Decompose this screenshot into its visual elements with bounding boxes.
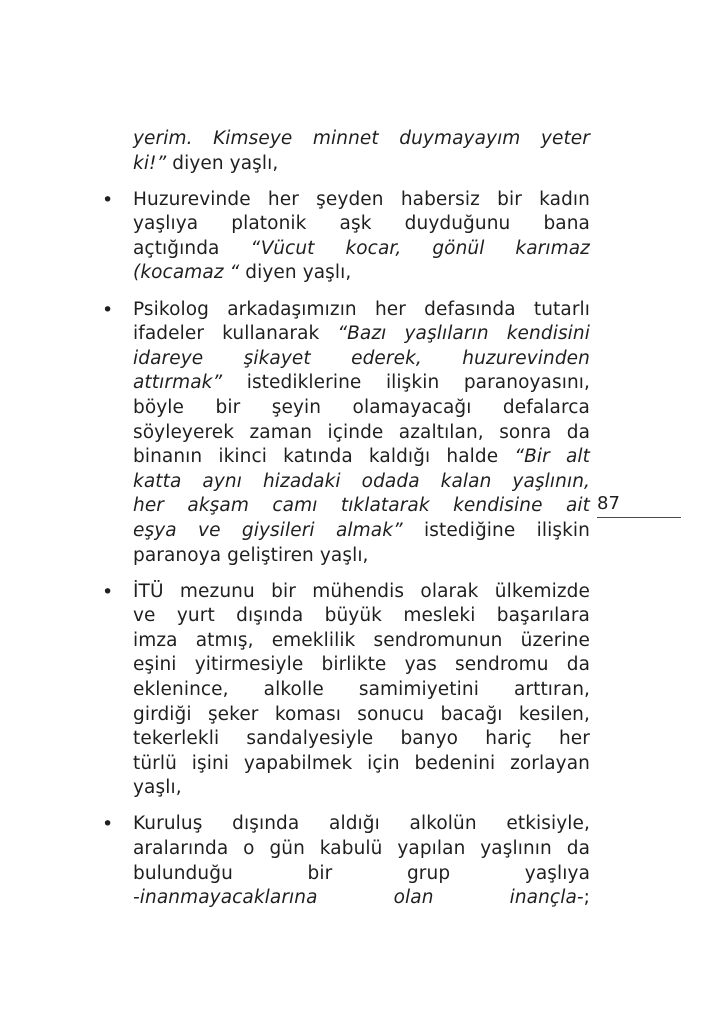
- text-segment: eşini yitirmesiyle birlikte yas sendromu da: [133, 654, 590, 676]
- text-segment: Psikolog arkadaşımızın her defasında tutarlı: [133, 298, 590, 320]
- text-segment: ve yurt dışında büyük mesleki başarılara: [133, 605, 590, 627]
- text-line: [133, 519, 590, 544]
- text-line: [133, 347, 590, 372]
- text-segment: tekerlekli sandalyesiyle banyo hariç her: [133, 728, 590, 750]
- bullet-marker: •: [102, 188, 114, 211]
- italic-text-segment: idareye şikayet ederek, huzurevinden: [133, 347, 590, 369]
- text-segment: açtığında: [133, 237, 251, 259]
- text-line: [133, 396, 590, 421]
- text-segment: istediklerine ilişkin paranoyasını,: [222, 372, 590, 394]
- text-line: [133, 152, 590, 177]
- text-line: [133, 886, 590, 911]
- bullet-paragraph: [102, 580, 590, 801]
- text-block: [102, 127, 590, 911]
- bullet-marker: •: [102, 813, 114, 836]
- text-line: [133, 629, 590, 654]
- text-segment: ;: [583, 887, 590, 909]
- text-line: [133, 752, 590, 777]
- text-segment: girdiği şeker koması sonucu bacağı kesilen,: [133, 703, 590, 725]
- text-segment: paranoya geliştiren yaşlı,: [133, 544, 369, 566]
- text-segment: Huzurevinde her şeyden habersiz bir kadın: [133, 188, 590, 210]
- continuation-paragraph: [133, 127, 590, 176]
- text-segment: bulunduğu bir grup yaşlıya: [133, 862, 590, 884]
- italic-text-segment: ki!”: [133, 152, 167, 174]
- text-segment: yaşlı,: [133, 777, 182, 799]
- text-segment: böyle bir şeyin olamayacağı defalarca: [133, 396, 590, 418]
- text-line: [133, 812, 590, 837]
- text-segment: yaşlıya platonik aşk duyduğunu bana: [133, 213, 590, 235]
- text-line: [133, 837, 590, 862]
- italic-text-segment: -inanmayacaklarına olan inançla-: [133, 887, 584, 909]
- text-line: [133, 445, 590, 470]
- bullet-marker: •: [102, 298, 114, 321]
- text-line: [133, 678, 590, 703]
- italic-text-segment: attırmak”: [133, 372, 223, 394]
- text-line: [133, 862, 590, 887]
- text-segment: Kuruluş dışında aldığı alkolün etkisiyle,: [133, 813, 590, 835]
- text-line: [133, 261, 590, 286]
- text-line: [133, 544, 590, 569]
- text-line: [133, 727, 590, 752]
- text-line: [133, 703, 590, 728]
- text-line: [133, 127, 590, 152]
- text-line: [133, 776, 590, 801]
- text-line: [133, 237, 590, 262]
- bullet-paragraph: [102, 298, 590, 569]
- text-line: [133, 421, 590, 446]
- text-segment: aralarında o gün kabulü yapılan yaşlının da: [133, 838, 590, 860]
- text-segment: imza atmış, emeklilik sendromunun üzerine: [133, 629, 590, 651]
- italic-text-segment: (kocamaz “: [133, 262, 240, 284]
- text-line: [133, 212, 590, 237]
- italic-text-segment: katta aynı hizadaki odada kalan yaşlının,: [133, 470, 590, 492]
- text-line: [133, 298, 590, 323]
- italic-text-segment: “Bir alt: [514, 446, 590, 468]
- text-line: [133, 470, 590, 495]
- italic-text-segment: “Vücut kocar, gönül karımaz: [250, 237, 590, 259]
- text-segment: diyen yaşlı,: [239, 262, 352, 284]
- text-line: [133, 188, 590, 213]
- italic-text-segment: her akşam camı tıklatarak kendisine ait: [133, 495, 590, 517]
- text-segment: binanın ikinci katında kaldığı halde: [133, 446, 515, 468]
- text-line: [133, 322, 590, 347]
- italic-text-segment: eşya ve giysileri almak”: [133, 519, 403, 541]
- bullet-paragraph: [102, 812, 590, 910]
- italic-text-segment: “Bazı yaşlıların kendisini: [337, 323, 590, 345]
- text-segment: ifadeler kullanarak: [133, 323, 338, 345]
- page-number: 87: [597, 493, 620, 514]
- text-line: [133, 580, 590, 605]
- text-segment: söyleyerek zaman içinde azaltılan, sonra da: [133, 421, 590, 443]
- text-segment: eklenince, alkolle samimiyetini arttıran,: [133, 678, 590, 700]
- text-segment: türlü işini yapabilmek için bedenini zorlayan: [133, 752, 590, 774]
- italic-text-segment: yerim. Kimseye minnet duymayayım yeter: [133, 128, 590, 149]
- bullet-marker: •: [102, 580, 114, 603]
- text-segment: istediğine ilişkin: [402, 519, 590, 541]
- text-segment: İTÜ mezunu bir mühendis olarak ülkemizde: [133, 580, 590, 602]
- page-number-block: [597, 491, 681, 518]
- text-line: [133, 604, 590, 629]
- text-line: [133, 371, 590, 396]
- text-segment: diyen yaşlı,: [166, 152, 279, 174]
- text-line: [133, 494, 590, 519]
- text-line: [133, 653, 590, 678]
- bullet-paragraph: [102, 188, 590, 286]
